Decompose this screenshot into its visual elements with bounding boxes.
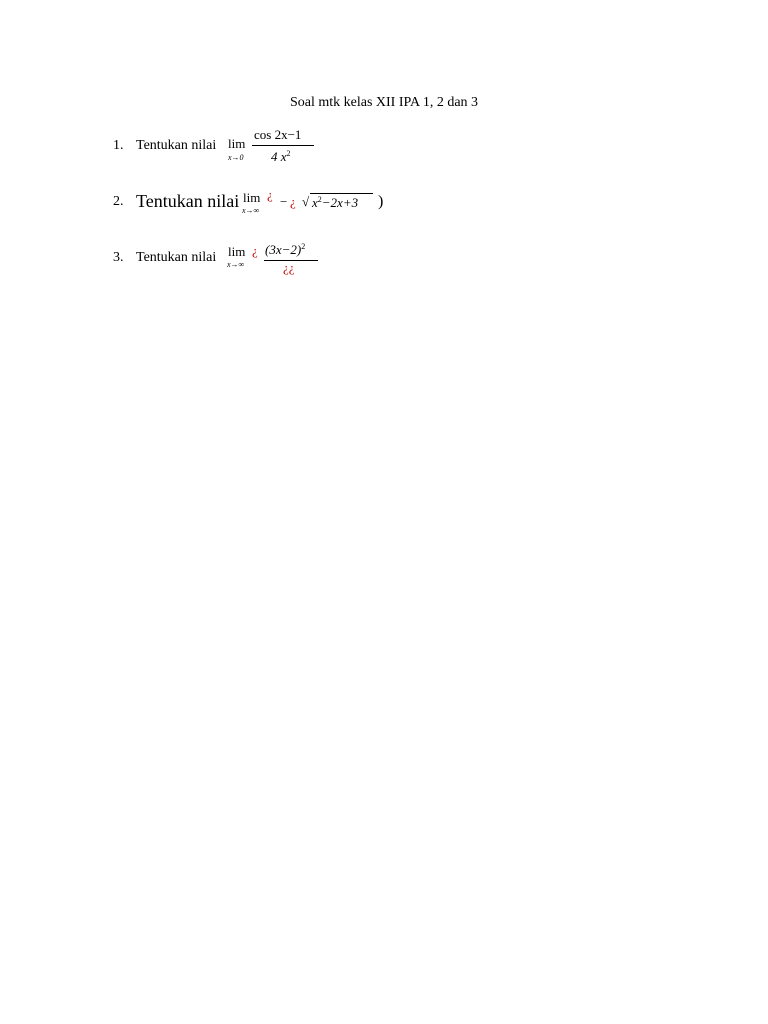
sqrt-icon: √ [302,194,310,209]
unrendered-glyph: ¿ [252,243,258,258]
fraction-denominator: ¿¿ [283,260,295,275]
unrendered-glyph: ¿ [290,194,296,209]
question-number: 2. [113,194,124,209]
limit-subscript: x→∞ [242,206,260,215]
radicand-remainder: −2x+3 [321,195,359,210]
question-text: Tentukan nilai [136,191,240,211]
limit-operator: lim [228,244,246,259]
denominator-exponent: 2 [286,149,291,158]
limit-operator: lim [228,136,246,151]
numerator-expression: (3x−2) [265,242,302,257]
question-number: 3. [113,250,124,265]
radicand-exponent: 2 [317,195,322,204]
question-text: Tentukan nilai [136,250,217,265]
minus-sign: − [280,194,288,209]
limit-subscript: x→∞ [227,260,245,269]
radicand [312,196,358,210]
numerator-exponent: 2 [301,242,306,251]
closing-parenthesis: ) [378,193,384,210]
question-number: 1. [113,138,124,153]
limit-operator: lim [243,190,261,205]
limit-subscript: x→0 [228,153,244,162]
unrendered-glyph: ¿ [267,187,273,202]
document-title: Soal mtk kelas XII IPA 1, 2 dan 3 [289,95,479,110]
sqrt-vinculum [310,193,373,194]
fraction-numerator: cos 2x−1 [254,127,302,142]
question-text: Tentukan nilai [136,138,217,153]
fraction-denominator [271,150,291,164]
fraction-bar [252,145,314,146]
radicand-variable: x [312,195,318,210]
fraction-numerator [265,243,305,257]
denominator-base: 4 x [271,149,287,164]
